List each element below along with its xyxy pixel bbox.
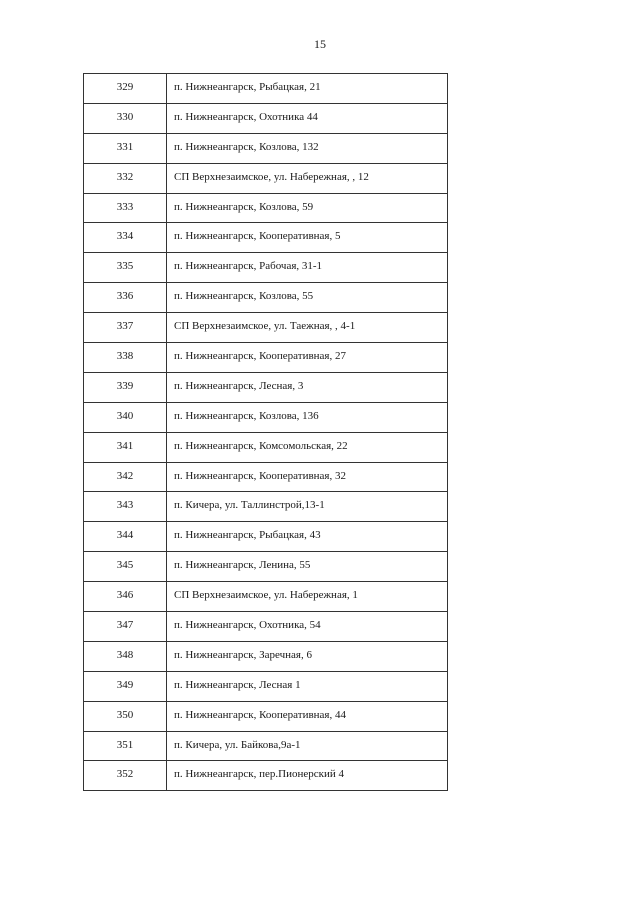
row-number-cell: 345 bbox=[84, 552, 167, 582]
address-cell: п. Нижнеангарск, Рабочая, 31-1 bbox=[167, 253, 448, 283]
table-row bbox=[84, 133, 448, 163]
address-cell: СП Верхнезаимское, ул. Набережная, 1 bbox=[167, 582, 448, 612]
table-row bbox=[84, 701, 448, 731]
row-number-cell: 350 bbox=[84, 701, 167, 731]
row-number-cell: 332 bbox=[84, 163, 167, 193]
address-cell: п. Нижнеангарск, Лесная, 3 bbox=[167, 372, 448, 402]
row-number-cell: 351 bbox=[84, 731, 167, 761]
address-cell: п. Нижнеангарск, Ленина, 55 bbox=[167, 552, 448, 582]
table-row bbox=[84, 372, 448, 402]
address-cell: СП Верхнезаимское, ул. Набережная, , 12 bbox=[167, 163, 448, 193]
row-number-cell: 338 bbox=[84, 343, 167, 373]
table-row bbox=[84, 462, 448, 492]
row-number-cell: 347 bbox=[84, 612, 167, 642]
address-cell: п. Нижнеангарск, Лесная 1 bbox=[167, 671, 448, 701]
address-cell: п. Нижнеангарск, Рыбацкая, 43 bbox=[167, 522, 448, 552]
table-row bbox=[84, 612, 448, 642]
row-number-cell: 334 bbox=[84, 223, 167, 253]
row-number-cell: 340 bbox=[84, 402, 167, 432]
table-row bbox=[84, 103, 448, 133]
table-row bbox=[84, 582, 448, 612]
page-number: 15 bbox=[314, 37, 326, 51]
row-number-cell: 331 bbox=[84, 133, 167, 163]
address-table bbox=[83, 73, 448, 791]
table-row bbox=[84, 74, 448, 104]
table-row bbox=[84, 253, 448, 283]
row-number-cell: 337 bbox=[84, 313, 167, 343]
address-cell: п. Нижнеангарск, Козлова, 132 bbox=[167, 133, 448, 163]
address-cell: п. Нижнеангарск, Кооперативная, 5 bbox=[167, 223, 448, 253]
row-number-cell: 336 bbox=[84, 283, 167, 313]
table-row bbox=[84, 641, 448, 671]
row-number-cell: 348 bbox=[84, 641, 167, 671]
address-cell: п. Нижнеангарск, Козлова, 59 bbox=[167, 193, 448, 223]
row-number-cell: 343 bbox=[84, 492, 167, 522]
table-row bbox=[84, 313, 448, 343]
table-row bbox=[84, 552, 448, 582]
row-number-cell: 329 bbox=[84, 74, 167, 104]
row-number-cell: 335 bbox=[84, 253, 167, 283]
address-cell: п. Нижнеангарск, Кооперативная, 32 bbox=[167, 462, 448, 492]
row-number-cell: 339 bbox=[84, 372, 167, 402]
address-cell: п. Нижнеангарск, Кооперативная, 27 bbox=[167, 343, 448, 373]
row-number-cell: 346 bbox=[84, 582, 167, 612]
table-row bbox=[84, 432, 448, 462]
row-number-cell: 349 bbox=[84, 671, 167, 701]
address-cell: п. Нижнеангарск, Козлова, 136 bbox=[167, 402, 448, 432]
address-cell: СП Верхнезаимское, ул. Таежная, , 4-1 bbox=[167, 313, 448, 343]
address-cell: п. Нижнеангарск, пер.Пионерский 4 bbox=[167, 761, 448, 791]
address-cell: п. Нижнеангарск, Козлова, 55 bbox=[167, 283, 448, 313]
row-number-cell: 344 bbox=[84, 522, 167, 552]
table-row bbox=[84, 671, 448, 701]
address-cell: п. Нижнеангарск, Охотника 44 bbox=[167, 103, 448, 133]
row-number-cell: 341 bbox=[84, 432, 167, 462]
table-row bbox=[84, 761, 448, 791]
row-number-cell: 333 bbox=[84, 193, 167, 223]
table-row bbox=[84, 731, 448, 761]
row-number-cell: 352 bbox=[84, 761, 167, 791]
table-row bbox=[84, 522, 448, 552]
table-row bbox=[84, 402, 448, 432]
table-row bbox=[84, 223, 448, 253]
address-cell: п. Нижнеангарск, Охотника, 54 bbox=[167, 612, 448, 642]
address-cell: п. Нижнеангарск, Комсомольская, 22 bbox=[167, 432, 448, 462]
table-row bbox=[84, 283, 448, 313]
address-cell: п. Кичера, ул. Таллинстрой,13-1 bbox=[167, 492, 448, 522]
address-cell: п. Нижнеангарск, Кооперативная, 44 bbox=[167, 701, 448, 731]
address-table-body bbox=[84, 74, 448, 791]
row-number-cell: 330 bbox=[84, 103, 167, 133]
table-row bbox=[84, 193, 448, 223]
table-row bbox=[84, 492, 448, 522]
table-row bbox=[84, 163, 448, 193]
row-number-cell: 342 bbox=[84, 462, 167, 492]
table-row bbox=[84, 343, 448, 373]
address-cell: п. Нижнеангарск, Заречная, 6 bbox=[167, 641, 448, 671]
address-cell: п. Кичера, ул. Байкова,9а-1 bbox=[167, 731, 448, 761]
address-cell: п. Нижнеангарск, Рыбацкая, 21 bbox=[167, 74, 448, 104]
